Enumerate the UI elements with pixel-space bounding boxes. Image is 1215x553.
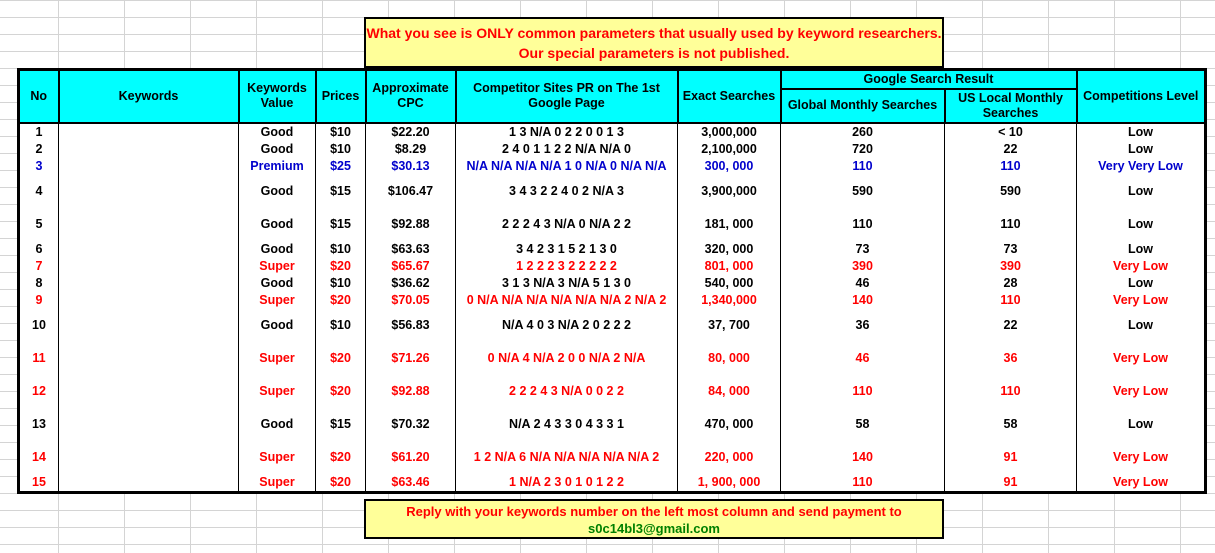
cell-price[interactable]: $20 <box>316 292 366 309</box>
cell-global-monthly[interactable]: 140 <box>781 441 945 474</box>
cell-competitor-pr[interactable]: 2 2 2 4 3 N/A 0 N/A 2 2 <box>456 208 678 241</box>
cell-exact-searches[interactable]: 220, 000 <box>678 441 781 474</box>
cell-no[interactable]: 2 <box>19 141 59 158</box>
cell-keywords-value[interactable]: Super <box>239 292 316 309</box>
cell-cpc[interactable]: $65.67 <box>366 258 456 275</box>
cell-competition-level[interactable]: Very Low <box>1077 375 1206 408</box>
cell-no[interactable]: 15 <box>19 474 59 493</box>
cell-competitor-pr[interactable]: 2 2 2 4 3 N/A 0 0 2 2 <box>456 375 678 408</box>
cell-us-local-monthly[interactable]: 36 <box>945 342 1077 375</box>
header-exact-searches[interactable]: Exact Searches <box>678 70 781 123</box>
cell-exact-searches[interactable]: 2,100,000 <box>678 141 781 158</box>
cell-competitor-pr[interactable]: N/A 2 4 3 3 0 4 3 3 1 <box>456 408 678 441</box>
header-no[interactable]: No <box>19 70 59 123</box>
cell-global-monthly[interactable]: 720 <box>781 141 945 158</box>
cell-us-local-monthly[interactable]: 91 <box>945 441 1077 474</box>
top-notice-text: What you see is ONLY common parameters that usually used by keyword researchers. Our special parameters is not published. <box>366 25 942 61</box>
cell-no[interactable]: 3 <box>19 158 59 175</box>
cell-competition-level[interactable]: Low <box>1077 275 1206 292</box>
cell-price[interactable]: $10 <box>316 141 366 158</box>
cell-no[interactable]: 6 <box>19 241 59 258</box>
cell-competitor-pr[interactable]: 1 2 2 2 3 2 2 2 2 2 <box>456 258 678 275</box>
cell-competition-level[interactable]: Low <box>1077 123 1206 141</box>
cell-keywords-value[interactable]: Premium <box>239 158 316 175</box>
cell-competitor-pr[interactable]: 1 3 N/A 0 2 2 0 0 1 3 <box>456 123 678 141</box>
cell-us-local-monthly[interactable]: 110 <box>945 292 1077 309</box>
header-competitions-level[interactable]: Competitions Level <box>1077 70 1206 123</box>
cell-cpc[interactable]: $8.29 <box>366 141 456 158</box>
cell-global-monthly[interactable]: 110 <box>781 208 945 241</box>
cell-exact-searches[interactable]: 37, 700 <box>678 309 781 342</box>
cell-price[interactable]: $20 <box>316 474 366 493</box>
cell-competition-level[interactable]: Very Low <box>1077 474 1206 493</box>
cell-cpc[interactable]: $63.63 <box>366 241 456 258</box>
cell-keywords-value[interactable]: Super <box>239 474 316 493</box>
cell-no[interactable]: 14 <box>19 441 59 474</box>
cell-cpc[interactable]: $63.46 <box>366 474 456 493</box>
cell-keywords-value[interactable]: Good <box>239 309 316 342</box>
cell-price[interactable]: $10 <box>316 275 366 292</box>
header-keywords[interactable]: Keywords <box>59 70 239 123</box>
cell-competition-level[interactable]: Low <box>1077 241 1206 258</box>
cell-competitor-pr[interactable]: 3 4 3 2 2 4 0 2 N/A 3 <box>456 175 678 208</box>
cell-global-monthly[interactable]: 140 <box>781 292 945 309</box>
cell-competitor-pr[interactable]: 0 N/A N/A N/A N/A N/A N/A 2 N/A 2 <box>456 292 678 309</box>
cell-us-local-monthly[interactable]: 58 <box>945 408 1077 441</box>
cell-global-monthly[interactable]: 260 <box>781 123 945 141</box>
cell-keywords-value[interactable]: Good <box>239 123 316 141</box>
cell-price[interactable]: $15 <box>316 208 366 241</box>
cell-cpc[interactable]: $61.20 <box>366 441 456 474</box>
cell-price[interactable]: $20 <box>316 258 366 275</box>
cell-exact-searches[interactable]: 1, 900, 000 <box>678 474 781 493</box>
cell-price[interactable]: $10 <box>316 241 366 258</box>
table-body <box>19 123 1206 493</box>
cell-keywords-value[interactable]: Super <box>239 258 316 275</box>
cell-cpc[interactable]: $92.88 <box>366 208 456 241</box>
cell-keywords-value[interactable]: Super <box>239 342 316 375</box>
cell-global-monthly[interactable]: 110 <box>781 375 945 408</box>
cell-keywords-value[interactable]: Good <box>239 175 316 208</box>
cell-competition-level[interactable]: Low <box>1077 309 1206 342</box>
cell-keywords-value[interactable]: Super <box>239 441 316 474</box>
cell-no[interactable]: 8 <box>19 275 59 292</box>
cell-exact-searches[interactable]: 80, 000 <box>678 342 781 375</box>
cell-no[interactable]: 9 <box>19 292 59 309</box>
cell-competitor-pr[interactable]: 3 4 2 3 1 5 2 1 3 0 <box>456 241 678 258</box>
cell-competition-level[interactable]: Low <box>1077 208 1206 241</box>
cell-competition-level[interactable]: Very Low <box>1077 292 1206 309</box>
cell-price[interactable]: $10 <box>316 309 366 342</box>
cell-keywords-value[interactable]: Super <box>239 375 316 408</box>
cell-exact-searches[interactable]: 3,900,000 <box>678 175 781 208</box>
cell-keywords-value[interactable]: Good <box>239 208 316 241</box>
cell-no[interactable]: 7 <box>19 258 59 275</box>
cell-exact-searches[interactable]: 1,340,000 <box>678 292 781 309</box>
contact-email[interactable]: s0c14bl3@gmail.com <box>588 521 720 536</box>
keywords-table <box>17 68 1207 494</box>
cell-price[interactable]: $15 <box>316 408 366 441</box>
bottom-notice <box>364 499 944 539</box>
cell-no[interactable]: 13 <box>19 408 59 441</box>
cell-competition-level[interactable]: Low <box>1077 141 1206 158</box>
cell-competitor-pr[interactable]: N/A N/A N/A N/A 1 0 N/A 0 N/A N/A <box>456 158 678 175</box>
cell-exact-searches[interactable]: 3,000,000 <box>678 123 781 141</box>
header-global-monthly[interactable]: Global Monthly Searches <box>781 89 945 123</box>
cell-keywords-value[interactable]: Good <box>239 141 316 158</box>
cell-exact-searches[interactable]: 300, 000 <box>678 158 781 175</box>
cell-no[interactable]: 4 <box>19 175 59 208</box>
cell-us-local-monthly[interactable]: 110 <box>945 208 1077 241</box>
cell-no[interactable]: 11 <box>19 342 59 375</box>
cell-competition-level[interactable]: Very Low <box>1077 342 1206 375</box>
cell-global-monthly[interactable]: 73 <box>781 241 945 258</box>
cell-us-local-monthly[interactable]: 590 <box>945 175 1077 208</box>
cell-us-local-monthly[interactable]: 110 <box>945 158 1077 175</box>
cell-competitor-pr[interactable]: 3 1 3 N/A 3 N/A 5 1 3 0 <box>456 275 678 292</box>
cell-exact-searches[interactable]: 84, 000 <box>678 375 781 408</box>
cell-global-monthly[interactable]: 36 <box>781 309 945 342</box>
cell-exact-searches[interactable]: 470, 000 <box>678 408 781 441</box>
header-approximate-cpc[interactable]: Approximate CPC <box>366 70 456 123</box>
cell-competition-level[interactable]: Very Low <box>1077 258 1206 275</box>
cell-competition-level[interactable]: Low <box>1077 175 1206 208</box>
cell-exact-searches[interactable]: 181, 000 <box>678 208 781 241</box>
cell-us-local-monthly[interactable]: 28 <box>945 275 1077 292</box>
cell-price[interactable]: $20 <box>316 375 366 408</box>
cell-cpc[interactable]: $71.26 <box>366 342 456 375</box>
cell-us-local-monthly[interactable]: 73 <box>945 241 1077 258</box>
cell-global-monthly[interactable]: 110 <box>781 474 945 493</box>
header-competitor-pr[interactable]: Competitor Sites PR on The 1st Google Page <box>456 70 678 123</box>
cell-keywords-value[interactable]: Good <box>239 408 316 441</box>
header-keywords-value[interactable]: Keywords Value <box>239 70 316 123</box>
cell-cpc[interactable]: $70.32 <box>366 408 456 441</box>
cell-competition-level[interactable]: Low <box>1077 408 1206 441</box>
cell-competitor-pr[interactable]: N/A 4 0 3 N/A 2 0 2 2 2 <box>456 309 678 342</box>
cell-price[interactable]: $15 <box>316 175 366 208</box>
cell-us-local-monthly[interactable]: 110 <box>945 375 1077 408</box>
cell-exact-searches[interactable]: 320, 000 <box>678 241 781 258</box>
header-prices[interactable]: Prices <box>316 70 366 123</box>
cell-price[interactable]: $20 <box>316 342 366 375</box>
cell-competitor-pr[interactable]: 0 N/A 4 N/A 2 0 0 N/A 2 N/A <box>456 342 678 375</box>
cell-no[interactable]: 10 <box>19 309 59 342</box>
cell-us-local-monthly[interactable]: 22 <box>945 141 1077 158</box>
cell-global-monthly[interactable]: 46 <box>781 275 945 292</box>
header-us-local-monthly[interactable]: US Local Monthly Searches <box>945 89 1077 123</box>
cell-exact-searches[interactable]: 540, 000 <box>678 275 781 292</box>
cell-global-monthly[interactable]: 46 <box>781 342 945 375</box>
cell-keywords-value[interactable]: Good <box>239 241 316 258</box>
cell-global-monthly[interactable]: 110 <box>781 158 945 175</box>
cell-global-monthly[interactable]: 390 <box>781 258 945 275</box>
cell-us-local-monthly[interactable]: 22 <box>945 309 1077 342</box>
cell-no[interactable]: 1 <box>19 123 59 141</box>
table-row[interactable] <box>19 123 1206 141</box>
cell-no[interactable]: 5 <box>19 208 59 241</box>
header-google-search-result[interactable]: Google Search Result <box>781 70 1077 89</box>
cell-cpc[interactable]: $30.13 <box>366 158 456 175</box>
cell-cpc[interactable]: $106.47 <box>366 175 456 208</box>
cell-price[interactable]: $20 <box>316 441 366 474</box>
cell-cpc[interactable]: $70.05 <box>366 292 456 309</box>
cell-competitor-pr[interactable]: 2 4 0 1 1 2 2 N/A N/A 0 <box>456 141 678 158</box>
cell-competitor-pr[interactable]: 1 N/A 2 3 0 1 0 1 2 2 <box>456 474 678 493</box>
cell-cpc[interactable]: $92.88 <box>366 375 456 408</box>
bottom-notice-instruction: Reply with your keywords number on the left most column and send payment to <box>406 504 902 519</box>
cell-price[interactable]: $25 <box>316 158 366 175</box>
cell-global-monthly[interactable]: 58 <box>781 408 945 441</box>
cell-no[interactable]: 12 <box>19 375 59 408</box>
cell-keywords-value[interactable]: Good <box>239 275 316 292</box>
cell-cpc[interactable]: $36.62 <box>366 275 456 292</box>
cell-price[interactable]: $10 <box>316 123 366 141</box>
cell-cpc[interactable]: $56.83 <box>366 309 456 342</box>
cell-exact-searches[interactable]: 801, 000 <box>678 258 781 275</box>
cell-us-local-monthly[interactable]: 91 <box>945 474 1077 493</box>
cell-competition-level[interactable]: Very Very Low <box>1077 158 1206 175</box>
cell-us-local-monthly[interactable]: 390 <box>945 258 1077 275</box>
cell-cpc[interactable]: $22.20 <box>366 123 456 141</box>
cell-competitor-pr[interactable]: 1 2 N/A 6 N/A N/A N/A N/A N/A 2 <box>456 441 678 474</box>
top-notice <box>364 17 944 68</box>
cell-global-monthly[interactable]: 590 <box>781 175 945 208</box>
cell-competition-level[interactable]: Very Low <box>1077 441 1206 474</box>
cell-us-local-monthly[interactable]: < 10 <box>945 123 1077 141</box>
keywords-column-hidden <box>59 123 239 493</box>
